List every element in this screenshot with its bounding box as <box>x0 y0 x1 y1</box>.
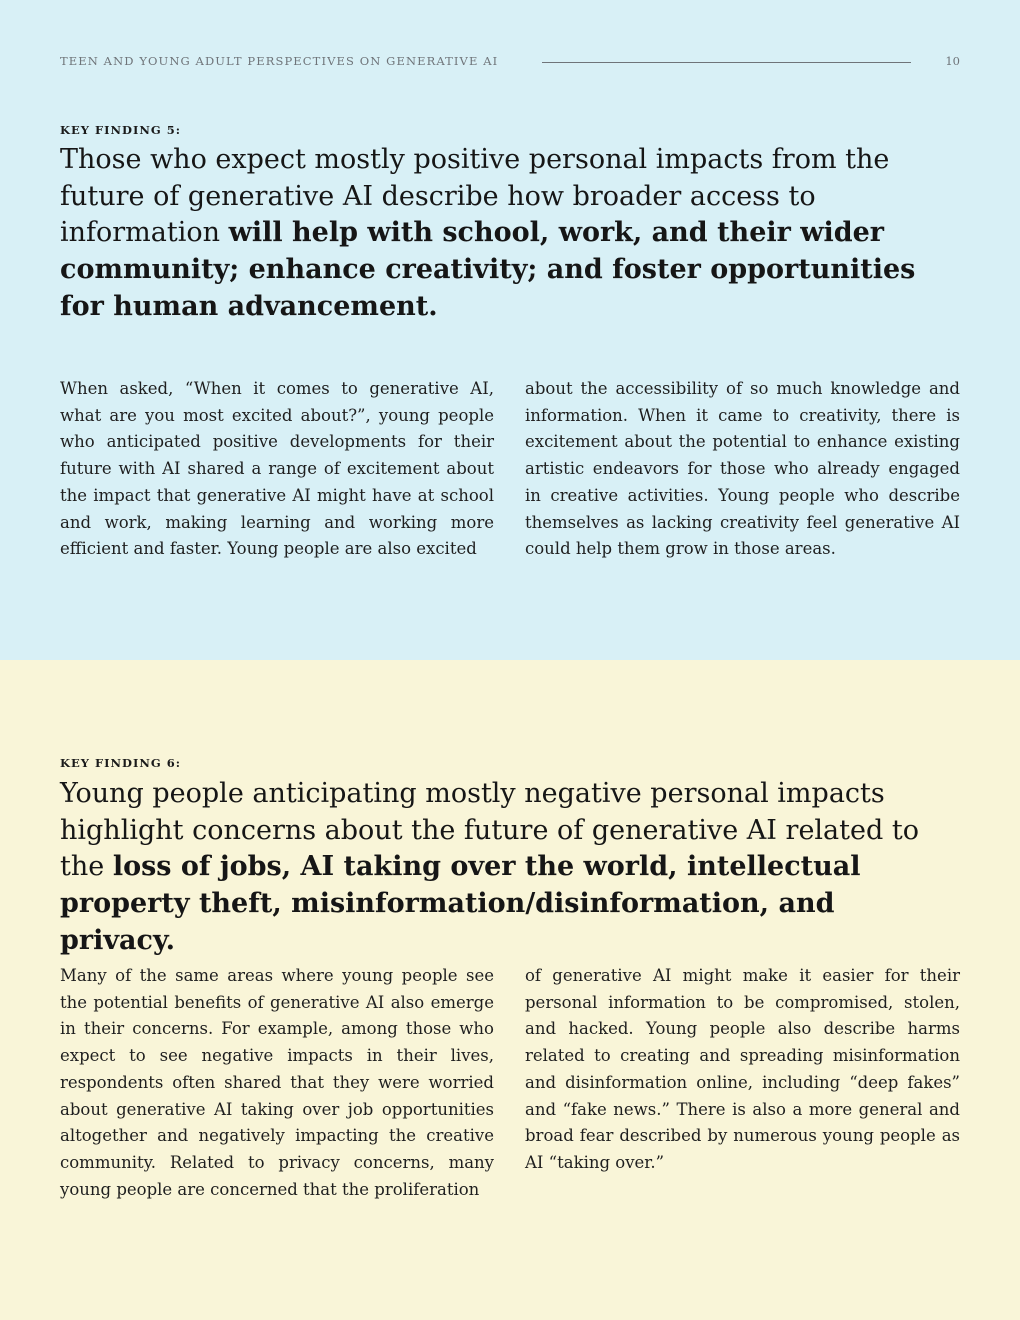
key-finding-6-body-left: Many of the same areas where young people see the potential benefits of generative AI also emerge in their concerns. For example, among those who expect to see negative impacts in their lives, respondents often shared that they were worried about generative AI taking over job opportunities altogether and negatively impacting the creative community. Related to privacy concerns, many young people are concerned that the proliferation <box>60 966 494 1199</box>
key-finding-5-headline-plain: Those who expect mostly positive personal impacts from the future of generative AI describe how broader access to information <box>60 144 890 249</box>
key-finding-6-headline-bold: loss of jobs, AI taking over the world, intellectual property theft, misinformation/disinformation, and privacy. <box>60 851 861 956</box>
header-divider <box>542 62 911 63</box>
key-finding-6-body-right: of generative AI might make it easier for their personal information to be compromised, stolen, and hacked. Young people also describe harms related to creating and spreading misinformation and disinformation online, including “deep fakes” and “fake news.” There is also a more general and broad fear described by numerous young people as AI “taking over.” <box>525 966 960 1172</box>
key-finding-6-label: KEY FINDING 6: <box>60 756 181 770</box>
key-finding-5-headline-bold: will help with school, work, and their wider community; enhance creativity; and foster opportunities for human advancement. <box>60 217 916 322</box>
key-finding-5-body-left: When asked, “When it comes to generative AI, what are you most excited about?”, young people who anticipated positive developments for their future with AI shared a range of excitement about the impact that generative AI might have at school and work, making learning and working more efficient and faster. Young people are also excited <box>60 379 494 559</box>
key-finding-5-headline <box>60 142 960 326</box>
key-finding-5-body-right: about the accessibility of so much knowledge and information. When it came to creativity, there is excitement about the potential to enhance existing artistic endeavors for those who already engaged in creative activities. Young people who describe themselves as lacking creativity feel generative AI could help them grow in those areas. <box>525 379 960 559</box>
running-header-title: TEEN AND YOUNG ADULT PERSPECTIVES ON GENERATIVE AI <box>60 54 499 68</box>
key-finding-6-headline <box>60 776 950 960</box>
key-finding-5-label: KEY FINDING 5: <box>60 123 181 137</box>
running-header <box>60 54 960 70</box>
page-number: 10 <box>945 54 960 68</box>
key-finding-6-headline-plain: Young people anticipating mostly negative personal impacts highlight concerns about the future of generative AI related to the <box>60 778 919 883</box>
